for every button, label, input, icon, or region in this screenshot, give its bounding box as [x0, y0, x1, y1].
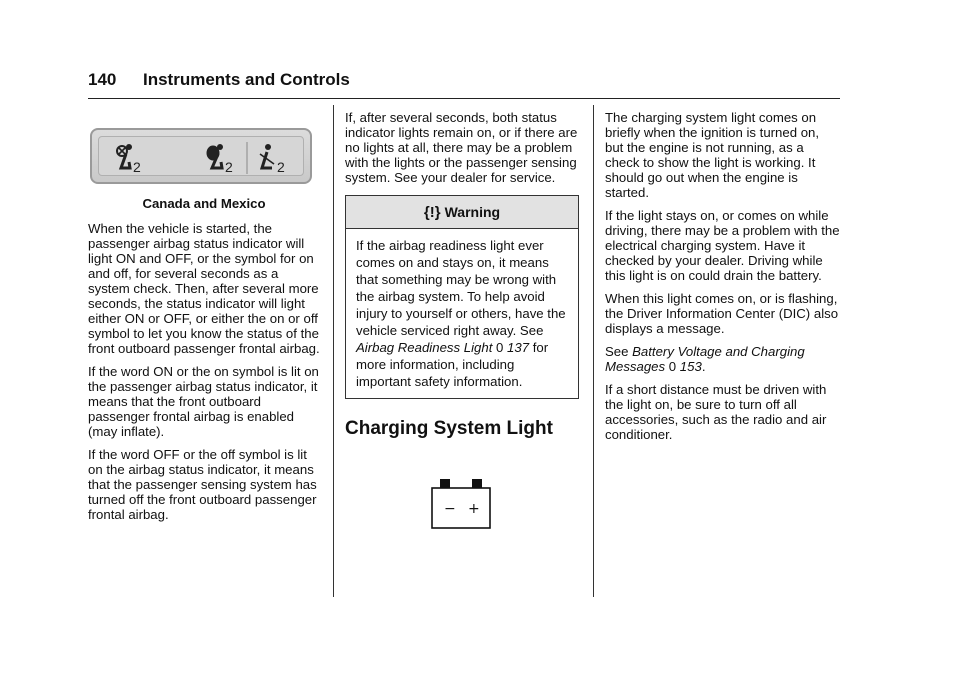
paragraph: If the word OFF or the off symbol is lit on the airbag status indicator, it means that the passenger sensing system has turned off the front outboard passenger frontal airbag.	[88, 447, 317, 522]
section-title: Instruments and Controls	[143, 70, 350, 89]
page-reference[interactable]: 137	[507, 340, 530, 355]
airbag-status-indicator-panel	[90, 128, 312, 184]
page-ref-arrow: 0	[496, 340, 504, 355]
airbag-off-icon	[117, 144, 141, 175]
page-number: 140	[88, 70, 117, 89]
svg-text:2: 2	[133, 159, 141, 175]
column-divider	[333, 105, 334, 597]
paragraph: If, after several seconds, both status indicator lights remain on, or if there are no lights at all, there may be a problem with the lights or the passenger sensing system. See your dealer for service.	[345, 110, 578, 185]
paragraph: The charging system light comes on briefly when the ignition is turned on, but the engine is not running, as a check to show the light is working. It should go out when the engine is started.	[605, 110, 820, 200]
page-ref-arrow: 0	[668, 359, 677, 374]
warning-box	[345, 195, 579, 399]
warning-header	[346, 196, 578, 229]
seatbelt-icon	[260, 144, 285, 175]
warning-title: Warning	[444, 203, 501, 220]
warning-text: If the airbag readiness light ever comes on and stays on, it means that something may be wrong with the airbag system. To help avoid injury to yourself or others, have the vehicle serviced right away. See	[356, 238, 566, 338]
battery-plus: +	[468, 501, 480, 517]
warning-body	[346, 229, 578, 398]
figure-caption: Canada and Mexico	[142, 196, 266, 211]
warning-text: for more information, including important safety information.	[356, 340, 549, 389]
battery-icon	[430, 479, 494, 535]
paragraph-text: See	[605, 344, 633, 359]
paragraph: If the word ON or the on symbol is lit on the passenger airbag status indicator, it means that the front outboard passenger frontal airbag is enabled (may inflate).	[88, 364, 319, 439]
paragraph: If the light stays on, or comes on while driving, there may be a problem with the electrical charging system. Have it checked by your dealer. Driving while this light is on could drain the battery.	[605, 208, 840, 283]
section-heading: Charging System Light	[345, 418, 553, 439]
svg-text:2: 2	[277, 159, 285, 175]
cross-reference-link[interactable]: Battery Voltage and Charging Messages	[605, 344, 805, 374]
paragraph: If a short distance must be driven with the light on, be sure to turn off all accessories, such as the radio and air conditioner.	[605, 382, 827, 442]
page-header	[88, 70, 840, 99]
paragraph-text: .	[701, 359, 706, 374]
column-middle	[345, 110, 581, 551]
column-right	[605, 110, 841, 450]
column-divider	[593, 105, 594, 597]
battery-figure	[345, 441, 581, 551]
column-left	[88, 110, 320, 530]
page-reference[interactable]: 153	[679, 359, 702, 374]
warning-icon: {!}	[423, 203, 441, 221]
svg-text:2: 2	[225, 159, 233, 175]
cross-reference-link[interactable]: Airbag Readiness Light	[356, 340, 493, 355]
paragraph: When the vehicle is started, the passenger airbag status indicator will light ON and OFF, or the symbol for on and off, for several seconds as a system check. Then, after several more seconds, the status indicator will light either ON or OFF, or either the on or off symbol to let you know the status of the front outboard passenger frontal airbag.	[88, 221, 320, 356]
paragraph	[605, 344, 841, 374]
battery-minus: −	[444, 501, 456, 517]
airbag-on-icon	[207, 144, 233, 175]
paragraph: When this light comes on, or is flashing, the Driver Information Center (DIC) also displays a message.	[605, 291, 839, 336]
